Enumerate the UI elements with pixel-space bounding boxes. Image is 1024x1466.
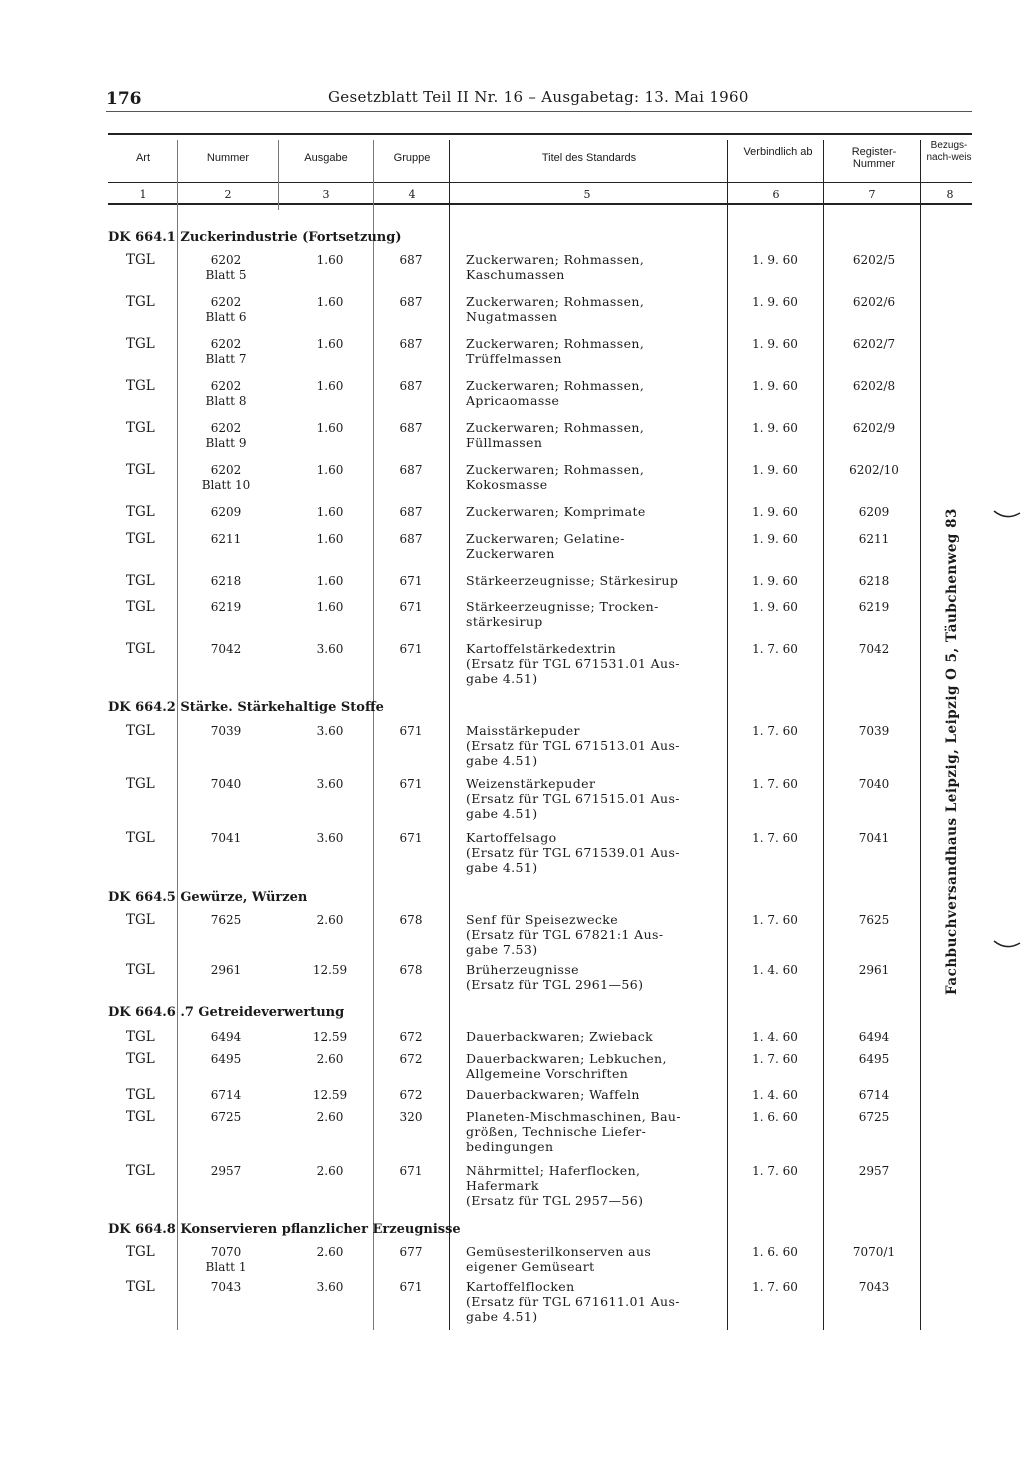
cell-gruppe: 687 xyxy=(399,421,423,435)
page-title: Gesetzblatt Teil II Nr. 16 – Ausgabetag: 13. Mai 1960 xyxy=(328,88,749,106)
divider-art-nummer xyxy=(177,140,178,1330)
cell-ausgabe: 1.60 xyxy=(316,421,344,435)
cell-register: 6495 xyxy=(858,1052,890,1066)
cell-art: TGL xyxy=(126,1051,155,1067)
cell-verbindlich: 1. 7. 60 xyxy=(752,1052,798,1066)
cell-verbindlich: 1. 9. 60 xyxy=(752,574,798,588)
cell-art: TGL xyxy=(126,573,155,589)
cell-register: 2961 xyxy=(858,963,890,977)
cell-verbindlich: 1. 4. 60 xyxy=(752,1088,798,1102)
cell-register: 6714 xyxy=(858,1088,890,1102)
col-header-verbindlich: Verbindlich ab xyxy=(743,146,813,158)
cell-nummer: 7625 xyxy=(210,913,242,927)
cell-register: 7039 xyxy=(858,724,890,738)
cell-register: 7041 xyxy=(858,831,890,845)
cell-art: TGL xyxy=(126,378,155,394)
col-header-art: Art xyxy=(135,152,151,164)
cell-gruppe: 671 xyxy=(399,1164,423,1178)
cell-nummer: 6209 xyxy=(210,505,242,519)
cell-register: 7625 xyxy=(858,913,890,927)
cell-titel: (Ersatz für TGL 671515.01 Aus- xyxy=(466,791,680,806)
cell-register: 6218 xyxy=(858,574,890,588)
col-header-ausgabe: Ausgabe xyxy=(304,152,348,164)
cell-art: TGL xyxy=(126,252,155,268)
cell-verbindlich: 1. 9. 60 xyxy=(752,421,798,435)
cell-titel: (Ersatz für TGL 2961—56) xyxy=(466,977,644,992)
cell-art: TGL xyxy=(126,531,155,547)
cell-verbindlich: 1. 6. 60 xyxy=(752,1110,798,1124)
cell-verbindlich: 1. 4. 60 xyxy=(752,963,798,977)
cell-titel: (Ersatz für TGL 67821:1 Aus- xyxy=(466,927,664,942)
cell-titel: bedingungen xyxy=(466,1139,554,1154)
cell-register: 7043 xyxy=(858,1280,890,1294)
cell-titel: Stärkeerzeugnisse; Trocken- xyxy=(466,599,659,614)
cell-titel: (Ersatz für TGL 2957—56) xyxy=(466,1193,644,1208)
cell-titel: Allgemeine Vorschriften xyxy=(466,1066,629,1081)
cell-gruppe: 687 xyxy=(399,505,423,519)
cell-ausgabe: 1.60 xyxy=(316,463,344,477)
col-header-titel: Titel des Standards xyxy=(541,152,637,164)
cell-nummer: 6714 xyxy=(210,1088,242,1102)
cell-nummer: 2957 xyxy=(210,1164,242,1178)
col-header-bezug: Bezugs-nach-weis xyxy=(926,140,972,163)
cell-titel: Apricaomasse xyxy=(466,393,560,408)
cell-titel: Dauerbackwaren; Zwieback xyxy=(466,1029,654,1044)
cell-titel: Kartoffelflocken xyxy=(466,1279,575,1294)
cell-ausgabe: 12.59 xyxy=(312,963,348,977)
cell-nummer: 7042 xyxy=(210,642,242,656)
cell-ausgabe: 1.60 xyxy=(316,532,344,546)
cell-register: 6219 xyxy=(858,600,890,614)
cell-titel: Zuckerwaren; Rohmassen, xyxy=(466,420,645,435)
cell-titel: Kartoffelsago xyxy=(466,830,557,845)
sidebar-imprint: Fachbuchversandhaus Leipzig, Leipzig O 5, Täubchenweg 83 xyxy=(944,508,960,995)
cell-register: 7042 xyxy=(858,642,890,656)
cell-gruppe: 671 xyxy=(399,777,423,791)
cell-nummer: 6218 xyxy=(210,574,242,588)
divider-nummer-ausgabe xyxy=(278,140,279,210)
cell-titel: Weizenstärkepuder xyxy=(466,776,596,791)
cell-ausgabe: 3.60 xyxy=(316,831,344,845)
cell-ausgabe: 3.60 xyxy=(316,1280,344,1294)
cell-verbindlich: 1. 7. 60 xyxy=(752,913,798,927)
section-heading: DK 664.5 Gewürze, Würzen xyxy=(108,890,308,905)
cell-verbindlich: 1. 9. 60 xyxy=(752,505,798,519)
cell-nummer: 7040 xyxy=(210,777,242,791)
cell-nummer: 6494 xyxy=(210,1030,242,1044)
cell-gruppe: 671 xyxy=(399,1280,423,1294)
cell-art: TGL xyxy=(126,830,155,846)
col-number-3: 3 xyxy=(322,188,330,201)
col-number-4: 4 xyxy=(408,188,416,201)
cell-nummer: 6202 xyxy=(210,421,242,435)
cell-art: TGL xyxy=(126,723,155,739)
cell-titel: Kokosmasse xyxy=(466,477,548,492)
cell-verbindlich: 1. 6. 60 xyxy=(752,1245,798,1259)
cell-titel: Zuckerwaren; Rohmassen, xyxy=(466,252,645,267)
cell-nummer: Blatt 10 xyxy=(201,478,251,492)
col-number-2: 2 xyxy=(224,188,232,201)
cell-ausgabe: 2.60 xyxy=(316,1110,344,1124)
divider-ausgabe-gruppe xyxy=(373,140,374,1330)
cell-titel: Maisstärkepuder xyxy=(466,723,580,738)
divider-verbindlich-register xyxy=(823,140,824,1330)
cell-register: 6725 xyxy=(858,1110,890,1124)
section-heading: DK 664.6 .7 Getreideverwertung xyxy=(108,1005,345,1020)
col-number-7: 7 xyxy=(868,188,876,201)
cell-titel: Senf für Speisezwecke xyxy=(466,912,619,927)
cell-gruppe: 687 xyxy=(399,379,423,393)
cell-titel: Kartoffelstärkedextrin xyxy=(466,641,617,656)
cell-verbindlich: 1. 9. 60 xyxy=(752,379,798,393)
cell-ausgabe: 1.60 xyxy=(316,253,344,267)
cell-art: TGL xyxy=(126,962,155,978)
cell-art: TGL xyxy=(126,776,155,792)
cell-register: 7070/1 xyxy=(852,1245,896,1259)
cell-gruppe: 672 xyxy=(399,1030,423,1044)
cell-art: TGL xyxy=(126,294,155,310)
cell-gruppe: 672 xyxy=(399,1052,423,1066)
cell-nummer: Blatt 5 xyxy=(205,268,247,282)
page-number: 176 xyxy=(106,89,142,109)
header-mid-rule xyxy=(108,182,972,183)
divider-titel-verbindlich xyxy=(727,140,728,1330)
cell-nummer: 6725 xyxy=(210,1110,242,1124)
cell-nummer: 6219 xyxy=(210,600,242,614)
cell-gruppe: 687 xyxy=(399,253,423,267)
cell-ausgabe: 3.60 xyxy=(316,642,344,656)
cell-ausgabe: 1.60 xyxy=(316,379,344,393)
cell-titel: gabe 4.51) xyxy=(466,806,538,821)
cell-verbindlich: 1. 7. 60 xyxy=(752,777,798,791)
col-header-register: Register-Nummer xyxy=(851,146,897,170)
cell-nummer: 7039 xyxy=(210,724,242,738)
cell-verbindlich: 1. 4. 60 xyxy=(752,1030,798,1044)
cell-titel: Trüffelmassen xyxy=(466,351,562,366)
cell-nummer: Blatt 9 xyxy=(205,436,247,450)
cell-nummer: Blatt 8 xyxy=(205,394,247,408)
cell-ausgabe: 2.60 xyxy=(316,1245,344,1259)
cell-titel: Zuckerwaren; Rohmassen, xyxy=(466,378,645,393)
cell-verbindlich: 1. 9. 60 xyxy=(752,600,798,614)
cell-verbindlich: 1. 9. 60 xyxy=(752,463,798,477)
cell-register: 2957 xyxy=(858,1164,890,1178)
cell-art: TGL xyxy=(126,1109,155,1125)
cell-nummer: 2961 xyxy=(210,963,242,977)
col-header-gruppe: Gruppe xyxy=(393,152,431,164)
cell-ausgabe: 3.60 xyxy=(316,724,344,738)
cell-ausgabe: 12.59 xyxy=(312,1030,348,1044)
cell-titel: Stärkeerzeugnisse; Stärkesirup xyxy=(466,573,679,588)
cell-verbindlich: 1. 9. 60 xyxy=(752,295,798,309)
cell-titel: Nugatmassen xyxy=(466,309,558,324)
margin-mark-icon xyxy=(992,935,1022,955)
cell-art: TGL xyxy=(126,1087,155,1103)
table-top-rule xyxy=(108,133,972,135)
cell-titel: Zuckerwaren xyxy=(466,546,555,561)
divider-gruppe-titel xyxy=(449,140,450,1330)
cell-nummer: 6211 xyxy=(210,532,242,546)
cell-register: 7040 xyxy=(858,777,890,791)
col-number-6: 6 xyxy=(772,188,780,201)
cell-art: TGL xyxy=(126,1279,155,1295)
cell-titel: gabe 4.51) xyxy=(466,671,538,686)
cell-nummer: Blatt 6 xyxy=(205,310,247,324)
cell-titel: gabe 4.51) xyxy=(466,860,538,875)
cell-register: 6202/10 xyxy=(849,463,899,477)
cell-titel: Zuckerwaren; Rohmassen, xyxy=(466,294,645,309)
section-heading: DK 664.8 Konservieren pflanzlicher Erzeugnisse xyxy=(108,1222,461,1237)
cell-titel: Füllmassen xyxy=(466,435,543,450)
cell-gruppe: 671 xyxy=(399,831,423,845)
cell-titel: Zuckerwaren; Rohmassen, xyxy=(466,462,645,477)
cell-titel: Planeten-Mischmaschinen, Bau- xyxy=(466,1109,681,1124)
cell-ausgabe: 1.60 xyxy=(316,295,344,309)
header-rule xyxy=(106,111,972,112)
cell-nummer: Blatt 7 xyxy=(205,352,247,366)
cell-ausgabe: 1.60 xyxy=(316,505,344,519)
col-number-5: 5 xyxy=(583,188,591,201)
cell-art: TGL xyxy=(126,912,155,928)
cell-gruppe: 687 xyxy=(399,532,423,546)
cell-verbindlich: 1. 7. 60 xyxy=(752,1164,798,1178)
cell-ausgabe: 2.60 xyxy=(316,1164,344,1178)
cell-ausgabe: 1.60 xyxy=(316,337,344,351)
cell-register: 6202/5 xyxy=(852,253,896,267)
cell-verbindlich: 1. 9. 60 xyxy=(752,337,798,351)
cell-titel: gabe 4.51) xyxy=(466,1309,538,1324)
cell-register: 6202/8 xyxy=(852,379,896,393)
cell-titel: gabe 7.53) xyxy=(466,942,538,957)
cell-titel: Zuckerwaren; Gelatine- xyxy=(466,531,625,546)
cell-art: TGL xyxy=(126,1029,155,1045)
cell-register: 6211 xyxy=(858,532,890,546)
cell-titel: Dauerbackwaren; Waffeln xyxy=(466,1087,640,1102)
cell-titel: Nährmittel; Haferflocken, xyxy=(466,1163,641,1178)
cell-ausgabe: 1.60 xyxy=(316,600,344,614)
cell-ausgabe: 3.60 xyxy=(316,777,344,791)
cell-register: 6202/6 xyxy=(852,295,896,309)
cell-titel: Zuckerwaren; Komprimate xyxy=(466,504,646,519)
cell-art: TGL xyxy=(126,462,155,478)
cell-titel: (Ersatz für TGL 671611.01 Aus- xyxy=(466,1294,680,1309)
cell-art: TGL xyxy=(126,420,155,436)
cell-titel: (Ersatz für TGL 671539.01 Aus- xyxy=(466,845,680,860)
cell-art: TGL xyxy=(126,336,155,352)
cell-titel: Hafermark xyxy=(466,1178,539,1193)
col-number-8: 8 xyxy=(946,188,954,201)
cell-gruppe: 687 xyxy=(399,295,423,309)
cell-register: 6209 xyxy=(858,505,890,519)
col-header-nummer: Nummer xyxy=(206,152,250,164)
cell-gruppe: 671 xyxy=(399,600,423,614)
section-heading: DK 664.1 Zuckerindustrie (Fortsetzung) xyxy=(108,230,402,245)
col-number-1: 1 xyxy=(139,188,147,201)
cell-verbindlich: 1. 7. 60 xyxy=(752,642,798,656)
cell-nummer: 7043 xyxy=(210,1280,242,1294)
cell-gruppe: 687 xyxy=(399,337,423,351)
cell-nummer: 6202 xyxy=(210,337,242,351)
header-bottom-rule xyxy=(108,203,972,205)
cell-titel: (Ersatz für TGL 671513.01 Aus- xyxy=(466,738,680,753)
cell-titel: Dauerbackwaren; Lebkuchen, xyxy=(466,1051,667,1066)
cell-nummer: 6202 xyxy=(210,463,242,477)
cell-verbindlich: 1. 7. 60 xyxy=(752,724,798,738)
section-heading: DK 664.2 Stärke. Stärkehaltige Stoffe xyxy=(108,700,384,715)
cell-register: 6202/7 xyxy=(852,337,896,351)
cell-gruppe: 671 xyxy=(399,724,423,738)
cell-titel: Brüherzeugnisse xyxy=(466,962,579,977)
cell-titel: (Ersatz für TGL 671531.01 Aus- xyxy=(466,656,680,671)
cell-art: TGL xyxy=(126,599,155,615)
cell-register: 6494 xyxy=(858,1030,890,1044)
cell-ausgabe: 2.60 xyxy=(316,1052,344,1066)
cell-gruppe: 671 xyxy=(399,574,423,588)
cell-titel: eigener Gemüseart xyxy=(466,1259,595,1274)
cell-titel: Zuckerwaren; Rohmassen, xyxy=(466,336,645,351)
cell-gruppe: 678 xyxy=(399,963,423,977)
cell-nummer: 7041 xyxy=(210,831,242,845)
cell-gruppe: 672 xyxy=(399,1088,423,1102)
cell-nummer: Blatt 1 xyxy=(205,1260,247,1274)
cell-ausgabe: 1.60 xyxy=(316,574,344,588)
cell-art: TGL xyxy=(126,1244,155,1260)
margin-mark-icon xyxy=(992,505,1022,525)
cell-nummer: 6202 xyxy=(210,295,242,309)
cell-titel: gabe 4.51) xyxy=(466,753,538,768)
cell-titel: Kaschumassen xyxy=(466,267,565,282)
cell-gruppe: 678 xyxy=(399,913,423,927)
cell-nummer: 6495 xyxy=(210,1052,242,1066)
cell-gruppe: 677 xyxy=(399,1245,423,1259)
cell-gruppe: 687 xyxy=(399,463,423,477)
cell-register: 6202/9 xyxy=(852,421,896,435)
cell-nummer: 6202 xyxy=(210,379,242,393)
cell-titel: Gemüsesterilkonserven aus xyxy=(466,1244,652,1259)
cell-verbindlich: 1. 9. 60 xyxy=(752,532,798,546)
cell-gruppe: 671 xyxy=(399,642,423,656)
cell-gruppe: 320 xyxy=(399,1110,423,1124)
cell-ausgabe: 2.60 xyxy=(316,913,344,927)
cell-art: TGL xyxy=(126,641,155,657)
cell-verbindlich: 1. 7. 60 xyxy=(752,831,798,845)
cell-art: TGL xyxy=(126,504,155,520)
cell-titel: stärkesirup xyxy=(466,614,543,629)
cell-verbindlich: 1. 9. 60 xyxy=(752,253,798,267)
cell-nummer: 6202 xyxy=(210,253,242,267)
cell-art: TGL xyxy=(126,1163,155,1179)
cell-ausgabe: 12.59 xyxy=(312,1088,348,1102)
cell-verbindlich: 1. 7. 60 xyxy=(752,1280,798,1294)
cell-nummer: 7070 xyxy=(210,1245,242,1259)
cell-titel: größen, Technische Liefer- xyxy=(466,1124,647,1139)
